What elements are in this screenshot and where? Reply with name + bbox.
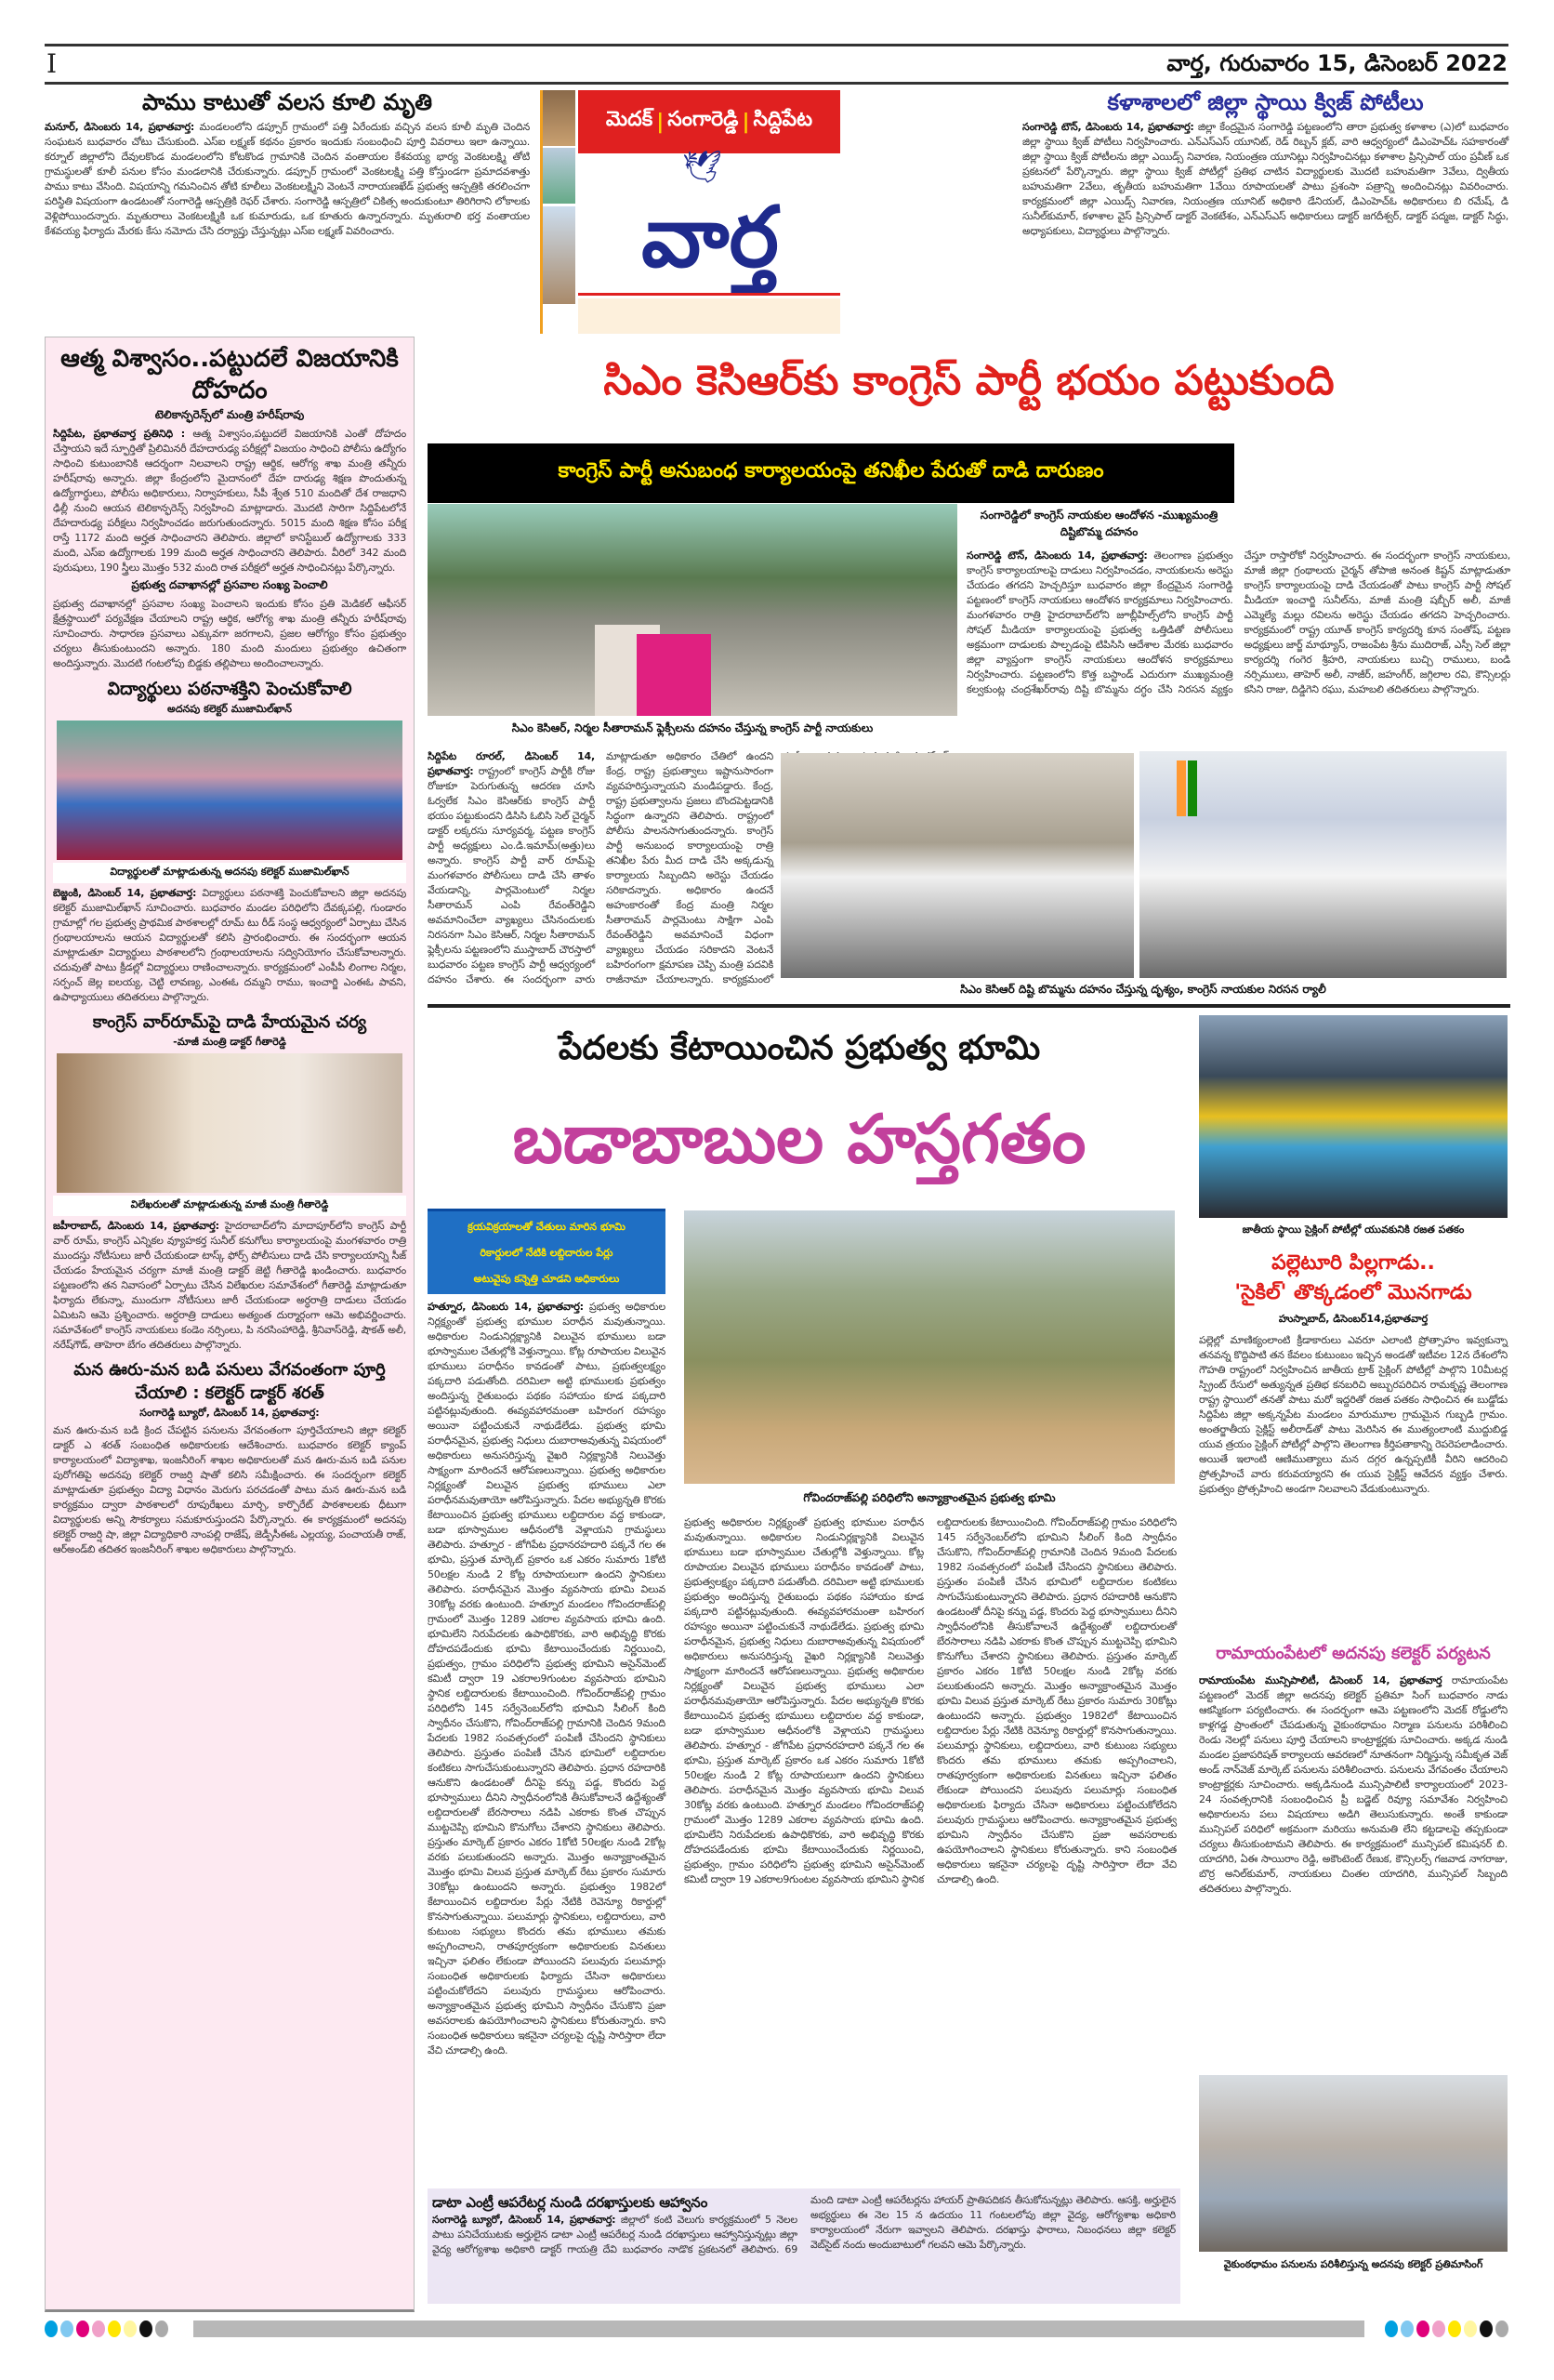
highlight-item: అటువైపు కన్నెత్తి చూడని అధికారులు: [473, 1273, 620, 1285]
photo-caption: సిఎం కెసిఆర్, నిర్మల సీతారామన్ ఫ్లెక్సీలను దహనం చేస్తున్న కాంగ్రెస్ పార్టీ నాయకులు: [511, 721, 874, 734]
article-body-continued: ప్రభుత్వ అధికారుల నిర్లక్ష్యంతో ప్రభుత్వ భూముల పరాధీన మవుతున్నాయి. అధికారుల నిండునిర్లక్ష్యానికి విలువైన భూములు బడా భూస్వాముల చేతుల్లోకి వెళ్తున్నాయి. కోట్ల రూపాయల విలువైన భూములు పరాధీనం కావడంతో పాటు, ప్రభుత్వలక్ష్యం పక్కదారి పడుతోంది. దరిమిలా అట్టి భూములకు ప్రభుత్వం అందిస్తున్న రైతుబంధు పథకం సహాయం కూడ పక్కదారి పట్టినట్లువుతుంది. ఈవ్యవహారమంతా బహిరంగ రహస్యం అయినా పట్టించుకునే నాథుడేలేడు. ప్రభుత్వ భూమి పరాధీనమైన, ప్రభుత్వ నిధులు దుబారాఅవుతున్న విషయంలో అధికారులు అనుసరిస్తున్న వైఖరి నిర్లక్ష్యానికి నిలువెత్తు సాక్ష్యంగా మారిందనే ఆరోపణలున్నాయి. ప్రభుత్వ అధికారుల నిర్లక్ష్యంతో విలువైన ప్రభుత్వ భూములు ఎలా పరాధీనమవుతాయో ఆరోపిస్తున్నారు. పేదల అభ్యున్నతి కొరకు కేటాయించిన ప్రభుత్వ భూములు లబ్దిదారుల వద్ద కాకుండా, బడా భూస్వాముల ఆధీనంలోకి వెళ్లాయని గ్రామస్థులు తెలిపారు. హత్నూర - జోగిపేట ప్రధానరహదారి పక్కనే గల ఈ భూమి, ప్రస్తుత మార్కెట్ ప్రకారం ఒక ఎకరం సుమారు 1కోటి 50లక్షల నుండి 2 కోట్ల రూపాయలుగా ఉందని స్థానికులు తెలిపారు. పరాధీనమైన మొత్తం వ్యవసాయ భూమి విలువ 30కోట్ల వరకు ఉంటుంది. హత్నూర మండలం గోవిందరాజ్‌పల్లి గ్రామంలో మొత్తం 1289 ఎకరాల వ్యవసాయ భూమి ఉంది. భూమిలేని నిరుపేదలకు ఉపాధికొరకు, వారి అభివృద్ధి కొరకు దోహదపడేందుకు భూమి కేటాయించేందుకు నిర్ణయించి, ప్రభుత్వం, గ్రామం పరిధిలోని ప్రభుత్వ భూమిని అసైన్‌మెంట్ కమిటీ ద్వారా 19 ఎకరాల9గుంటల వ్యవసాయ భూమిని స్థానిక లబ్దిదారులకు కేటాయించింది. గోవింద్‌రాజ్‌పల్లి గ్రామం పరిధిలోని 145 సర్వేనెంబర్‌లోని భూమిని సీలింగ్ కింది స్వాధీనం చేసుకొని, గోవింద్‌రాజ్‌పల్లి గ్రామానికి చెందిన 9మంది పేదలకు 1982 సంవత్సరంలో పంపిణీ చేసిందని స్థానికులు తెలిపారు. ప్రస్తుతం పంపిణీ చేసిన భూమిలో లబ్దిదారుల కంటికలు సాగుచేసుకుంటున్నారని తెలిపారు. ప్రధాన రహదారికి ఆనుకొని ఉండటంతో దీనిపై కన్ను పడ్డ, కొందరు పెద్ద భూస్వాములు దీనిని స్వాధీనంలోనికి తీసుకోవాలనే ఉద్దేశ్యంతో లబ్దిదారులతో బేరసారాలు నడిపి ఎకరాకు కొంత చొప్పున ముట్టచెప్పి భూమిని కొనుగోలు చేశారని స్థానికులు తెలిపారు. ప్రస్తుతం మార్కెట్ ప్రకారం ఎకరం 1కోటి 50లక్షల నుండి 2కోట్ల వరకు పలుకుతుందని అన్నారు. మొత్తం అన్యాక్రాంతమైన మొత్తం భూమి విలువ ప్రస్తుత మార్కెట్ రేటు ప్రకారం సుమారు 30కోట్లు ఉంటుందని అన్నారు. ప్రభుత్వం 1982లో కేటాయించిన లబ్దిదారుల పేర్లు నేటికి రెవెన్యూ రికార్డుల్లో కొనసాగుతున్నాయి. పలుమార్లు స్థానికులు, లబ్దిదారులు, వారి కుటుంబ సభ్యులు కొందరు తమ భూములు తమకు అప్పగించాలని, రాతపూర్వకంగా అధికారులకు వినతులు ఇచ్చినా ఫలితం లేకుండా పోయిందని పలువురు పలుమార్లు సంబంధిత అధికారులకు ఫిర్యాదు చేసినా అధికారులు పట్టించుకోలేదని పలువురు గ్రామస్థులు ఆరోపించారు. అన్యాక్రాంతమైన ప్రభుత్వ భూమిని స్వాధీనం చేసుకొని ప్రజా అవసరాలకు ఉపయోగించాలని స్థానికులు కోరుతున్నారు. కాని సంబంధిత అధికారులు ఇకనైనా చర్యలపై దృష్టి సారిస్తారా లేదా వేచి చూడాల్సి ఉంది.: [684, 1516, 1177, 1885]
article-body: ప్రభుత్వ అధికారుల నిర్లక్ష్యంతో ప్రభుత్వ భూముల పరాధీన మవుతున్నాయి. అధికారుల నిండునిర్లక్ష్యానికి విలువైన భూములు బడా భూస్వాముల చేతుల్లోకి వెళ్తున్నాయి. కోట్ల రూపాయల విలువైన భూములు పరాధీనం కావడంతో పాటు, ప్రభుత్వలక్ష్యం పక్కదారి పడుతోంది. దరిమిలా అట్టి భూములకు ప్రభుత్వం అందిస్తున్న రైతుబంధు పథకం సహాయం కూడ పక్కదారి పట్టినట్లువుతుంది. ఈవ్యవహారమంతా బహిరంగ రహస్యం అయినా పట్టించుకునే నాథుడేలేడు. ప్రభుత్వ భూమి పరాధీనమైన, ప్రభుత్వ నిధులు దుబారాఅవుతున్న విషయంలో అధికారులు అనుసరిస్తున్న వైఖరి నిర్లక్ష్యానికి నిలువెత్తు సాక్ష్యంగా మారిందనే ఆరోపణలున్నాయి. ప్రభుత్వ అధికారుల నిర్లక్ష్యంతో విలువైన ప్రభుత్వ భూములు ఎలా పరాధీనమవుతాయో ఆరోపిస్తున్నారు. పేదల అభ్యున్నతి కొరకు కేటాయించిన ప్రభుత్వ భూములు లబ్దిదారుల వద్ద కాకుండా, బడా భూస్వాముల ఆధీనంలోకి వెళ్లాయని గ్రామస్థులు తెలిపారు. హత్నూర - జోగిపేట ప్రధానరహదారి పక్కనే గల ఈ భూమి, ప్రస్తుత మార్కెట్ ప్రకారం ఒక ఎకరం సుమారు 1కోటి 50లక్షల నుండి 2 కోట్ల రూపాయలుగా ఉందని స్థానికులు తెలిపారు. పరాధీనమైన మొత్తం వ్యవసాయ భూమి విలువ 30కోట్ల వరకు ఉంటుంది. హత్నూర మండలం గోవిందరాజ్‌పల్లి గ్రామంలో మొత్తం 1289 ఎకరాల వ్యవసాయ భూమి ఉంది. భూమిలేని నిరుపేదలకు ఉపాధికొరకు, వారి అభివృద్ధి కొరకు దోహదపడేందుకు భూమి కేటాయించేందుకు నిర్ణయించి, ప్రభుత్వం, గ్రామం పరిధిలోని ప్రభుత్వ భూమిని అసైన్‌మెంట్ కమిటీ ద్వారా 19 ఎకరాల9గుంటల వ్యవసాయ భూమిని స్థానిక లబ్దిదారులకు కేటాయించింది. గోవింద్‌రాజ్‌పల్లి గ్రామం పరిధిలోని 145 సర్వేనెంబర్‌లోని భూమిని సీలింగ్ కింది స్వాధీనం చేసుకొని, గోవింద్‌రాజ్‌పల్లి గ్రామానికి చెందిన 9మంది పేదలకు 1982 సంవత్సరంలో పంపిణీ చేసిందని స్థానికులు తెలిపారు. ప్రస్తుతం పంపిణీ చేసిన భూమిలో లబ్దిదారుల కంటికలు సాగుచేసుకుంటున్నారని తెలిపారు. ప్రధాన రహదారికి ఆనుకొని ఉండటంతో దీనిపై కన్ను పడ్డ, కొందరు పెద్ద భూస్వాములు దీనిని స్వాధీనంలోనికి తీసుకోవాలనే ఉద్దేశ్యంతో లబ్దిదారులతో బేరసారాలు నడిపి ఎకరాకు కొంత చొప్పున ముట్టచెప్పి భూమిని కొనుగోలు చేశారని స్థానికులు తెలిపారు. ప్రస్తుతం మార్కెట్ ప్రకారం ఎకరం 1కోటి 50లక్షల నుండి 2కోట్ల వరకు పలుకుతుందని అన్నారు. మొత్తం అన్యాక్రాంతమైన మొత్తం భూమి విలువ ప్రస్తుత మార్కెట్ రేటు ప్రకారం సుమారు 30కోట్లు ఉంటుందని అన్నారు. ప్రభుత్వం 1982లో కేటాయించిన లబ్దిదారుల పేర్లు నేటికి రెవెన్యూ రికార్డుల్లో కొనసాగుతున్నాయి. పలుమార్లు స్థానికులు, లబ్దిదారులు, వారి కుటుంబ సభ్యులు కొందరు తమ భూములు తమకు అప్పగించాలని, రాతపూర్వకంగా అధికారులకు వినతులు ఇచ్చినా ఫలితం లేకుండా పోయిందని పలువురు పలుమార్లు సంబంధిత అధికారులకు ఫిర్యాదు చేసినా అధికారులు పట్టించుకోలేదని పలువురు గ్రామస్థులు ఆరోపించారు. అన్యాక్రాంతమైన ప్రభుత్వ భూమిని స్వాధీనం చేసుకొని ప్రజా అవసరాలకు ఉపయోగించాలని స్థానికులు కోరుతున్నారు. కాని సంబంధిత అధికారులు ఇకనైనా చర్యలపై దృష్టి సారిస్తారా లేదా వేచి చూడాల్సి ఉంది.: [428, 1301, 665, 2056]
region-siddipet: సిద్దిపేట: [753, 108, 813, 131]
highlight-item: రికార్డులలో నేటికి లబ్దిదారుల పేర్లు: [480, 1247, 613, 1259]
region-medak: మెదక్: [605, 108, 653, 131]
headline: కాంగ్రెస్ వార్‌రూమ్‌పై దాడి హేయమైన చర్య: [92, 1012, 367, 1032]
article-body: రామాయంపేట పట్టణంలో మెదక్ జిల్లా అదనపు కలెక్టర్ ప్రతిమా సింగ్ బుధవారం నాడు ఆకస్మికంగా పర్యటించారు. ఈ సందర్భంగా ఆమె పట్టణంలోని మెదక్ రోడ్డులోని కాళ్లగడ్డ ప్రాంతంలో చేపడుతున్న వైకుంఠధామం నిర్మాణ పనులను పరిశీలించి రెండు నెలల్లో పనులు పూర్తి చేయాలని కాంట్రాక్టర్లకు సూచించారు. అక్కడ నుండి మండల ప్రజాపరిషత్ కార్యాలయ ఆవరణలో నూతనంగా నిర్మిస్తున్న సమీకృత వెజ్ అండ్ నాన్‌వెజ్ మార్కెట్ పనులను పరిశీలించారు. పనులను వేగవంతం చేయాలని కాంట్రాక్టర్లకు సూచించారు. అక్కడినుండి మున్సిపాలిటీ కార్యాలయంలో 2023-24 సంవత్సరానికి సంబంధించిన ప్రీ బడ్జెట్ రివ్యూ సమావేశం నిర్వహించి అధికారులను పలు విషయాలు అడిగి తెలుసుకున్నారు. అంతే కాకుండా మున్సిపల్ పరిధిలో అక్రమంగా మరియు అనుమతి లేని కట్టడాలపై తప్పకుండా చర్యలు తీసుకుంటామని తెలిపారు. ఈ కార్యక్రమంలో మున్సిపల్ కమిషనర్ బి. యాదగిరి, ఏఈ సాయిరాం రెడ్డి, అకౌంటెంట్ రేణుక, కౌన్సిలర్స్ గజవాడ నాగరాజు, బొర్ర అనిల్‌కుమార్, నాయకులు చింతల యాదగిరి, మున్సిపల్ సిబ్బంది తదితరులు పాల్గొన్నారు.: [1199, 1674, 1508, 1895]
dateline: మనూర్, డిసెంబరు 14, ప్రభాతవార్త:: [45, 121, 195, 133]
article-body: మండలంలోని డప్పూర్ గ్రామంలో పత్తి ఏరేందుకు వచ్చిన వలస కూలీ మృతి చెందిన సంఘటన బుధవారం చోటు చేసుకుంది. ఎస్ఐ లక్ష్మణ్ కథనం ప్రకారం ఇందుకు సంబంధించి పూర్తి వివరాలు ఇలా ఉన్నాయి. కర్నూల్ జిల్లాలోని దేవులకొండ మండలంలోని కోటకొండ గ్రామానికి చెందిన వంతాయల కేశవయ్య భార్య వెంకటలక్ష్మి తోటి గ్రామస్థులతో కూలీ పనుల కోసం మండలానికి చేరుకున్నారు. డప్పూర్ గ్రామంలో వెంకటలక్ష్మి పత్తి కోస్తుండగా ప్రమాదవశాత్తు పాము కాటు వేసింది. విషయాన్ని గమనించిన తోటి కూలీలు వెంకటలక్ష్మిని వెంటనే నారాయణఖేడ్ ప్రభుత్వ ఆస్పత్రికి తరలించగా పరిస్థితి విషయంగా ఉండటంతో సంగారెడ్డి ఆస్పత్రికి రెఫర్ చేశారు. సంగారెడ్డి ఆస్పత్రిలో చికిత్స అందుకుంటూ తిరిగిరాని లోకాలకు వెళ్లిపోయిందన్నారు. మృతురాలు వెంకటలక్ష్మికి ఒక కుమారుడు, ఒక కూతురు ఉన్నారన్నారు. మృతురాలి భర్త వంతాయల కేశవయ్య ఫిర్యాదు మేరకు కేసు నమోదు చేసి దర్యాప్తు చేస్తున్నట్లు ఎస్ఐ లక్ష్మణ్ వివరించారు.: [45, 121, 531, 237]
church-photo: [543, 206, 575, 304]
photo-caption: జాతీయ స్థాయి సైక్లింగ్ పోటీల్లో యువకునికి రజత పతకం: [1242, 1223, 1465, 1236]
dateline: రామాయంపేట మున్సిపాలిటీ, డిసెంబర్ 14, ప్రభాతవార్త: [1199, 1674, 1442, 1686]
header-rule: [45, 82, 1508, 85]
article-body: జిల్లాలో కంటి వెలుగు కార్యక్రమంలో 5 నెలల పాటు పనిచేయుటకు అర్హులైన డాటా ఎంట్రీ ఆపరేటర్ల నుండి దరఖాస్తులు ఆహ్వానిస్తున్నట్లు జిల్లా వైద్య ఆరోగ్యశాఖ అధికారి డాక్టర్ గాయత్రి దేవి బుధవారం నాడొక ప్రకటనలో తెలిపారు. 69 మంది డాటా ఎంట్రీ ఆపరేటర్లను హాయర్ ప్రాతిపదికన తీసుకోనున్నట్లు తెలిపారు. ఆసక్తి, అర్హులైన అభ్యర్థులు ఈ నెల 15 న ఉదయం 11 గంటలలోపు జిల్లా వైద్య, ఆరోగ్యశాఖ అధికారి కార్యాలయంలో నేరుగా ఇవ్వాలని తెలిపారు. దరఖాస్తు ఫారాలు, నిబంధనలు జిల్లా కలెక్టర్ వెబ్‌సైట్ నందు అందుబాటులో గలవని ఆమె పేర్కొన్నారు.: [432, 2194, 1176, 2255]
cycling-title-2: 'సైకిల్' తొక్కడంలో మొనగాడు: [1234, 1281, 1472, 1304]
encroached-land-photo: [684, 1210, 1175, 1484]
photo-caption: సిఎం కెసిఆర్ దిష్టి బొమ్మను దహనం చేస్తున్న దృశ్యం, కాంగ్రెస్ నాయకుల నిరసన ర్యాలీ: [960, 983, 1326, 996]
cycling-title: పల్లెటూరి పిల్లగాడు..: [1271, 1251, 1435, 1275]
cycling-body: పల్లెల్లో మాణిక్యంలాంటి క్రీడాకారులు ఎవరూ ఎలాంటి ప్రోత్సాహం ఇవ్వకున్నా తనవన్న కొద్దిపాటి తన కేవలం కుటుంబం ఇచ్చిన అండతో ఇటీవల 12న దేశంలోని గౌహతి రాష్ట్రంలో నిర్వహించిన జాతీయ ట్రాక్ సైక్లింగ్ పోటీల్లో పాల్గొని 10మీటర్ల స్ప్రింట్ రేసులో అత్యున్నత ప్రతిభ కనబరిచి అబ్బురపరిచిన రామకృష్ణ తెలంగాణ రాష్ట్ర స్థాయిలో తనతో పాటు మరో ఇద్దరితో రజత పతకం సాధించిన ఈ బుడ్డోడు సిద్దిపేట జిల్లా అక్కన్నపేట మండలం మారుమూల గ్రామమైన గుబ్బడి గ్రామం. అంతర్జాతీయ సైక్లిస్ట్ అలీరాడ్‌తో పాటు మెరిసిన ఈ ముత్యంలాంటి ముద్దుబిడ్డ యువ త్రయం సైక్లింగ్ పోటీల్లో పాల్గొని తెలంగాణ కీర్తిపతాకాన్ని రెపరెపలాడించారు. అయితే ఇలాంటి ఆణిముత్యాలు మన దగ్గర ఉన్నప్పటికీ వీరిని ఆదరించి ప్రోత్సహించే వారు కరువయ్యారని ఈ యువ సైక్లిస్ట్ ఆవేదన వ్యక్తం చేశారు. ప్రభుత్వం ప్రోత్సహించి అండగా నిలవాలని వేడుకుంటున్నారు.: [1199, 1334, 1508, 1495]
siddipet-body: [428, 749, 773, 1000]
color-registration-bar: [45, 2319, 1508, 2339]
article-body: జిల్లా కేంద్రమైన సంగారెడ్డి పట్టణంలోని తారా ప్రభుత్వ కళాశాల (ఎ)లో బుధవారం జిల్లా స్థాయి క్విజ్ పోటీలు నిర్వహించారు. ఎన్ఎస్ఎస్ యూనిట్, రెడ్ రిబ్బన్ క్లబ్, వారి ఆధ్వర్యంలో డిఎంహెచ్ఓ సహకారంతో జిల్లా స్థాయి క్విజ్ పోటీలను జిల్లా ఎయిడ్స్ నివారణ, నియంత్రణ యూనిట్లు నిర్వహించినట్లు కళాశాల ప్రిన్సిపాల్ యం ప్రవీణ్ ఒక ప్రకటనలో పేర్కొన్నారు. జిల్లా స్థాయి క్విజ్ పోటీల్లో ప్రతిభ చాటిన విద్యార్థులకు మొదటి బహుమతిగా 3వేలు, ద్వితీయ బహుమతిగా 2వేలు, తృతీయ బహుమతిగా 1వేయి రూపాయలతో పాటు ప్రశంసా పత్రాన్ని అందించినట్లు వివరించారు. కార్యక్రమంలో జిల్లా ఎయిడ్స్ నివారణ, నియంత్రణ యూనిట్ అధికారి డేనియల్, డిఎంహెచ్ఓ అధికారులు బి రమేష్, డి సునీల్‌కుమార్, కళాశాల వైస్ ప్రిన్సిపాల్ డాక్టర్ వెంకటేశం, ఎన్ఎస్ఎస్ అధికారులు డాక్టర్ జగదీశ్వర్, డాక్టర్ పద్మజ, డాక్టర్ సిద్ధు, అధ్యాపకులు, విద్యార్థులు పాల్గొన్నారు.: [1022, 121, 1508, 237]
photo-caption: వైకుంఠధామం పనులను పరిశీలిస్తున్న అదనపు కలెక్టర్ ప్రతిమాసింగ్: [1223, 2258, 1483, 2270]
headline: విద్యార్థులు పఠనాశక్తిని పెంచుకోవాలి: [107, 679, 352, 699]
land-kicker: పేదలకు కేటాయించిన ప్రభుత్వ భూమి: [558, 1029, 1041, 1067]
dateline: హుస్నాబాద్, డిసెంబర్14,ప్రభాతవార్త: [1278, 1313, 1429, 1325]
top-rule: [45, 44, 1508, 46]
subheadline: ప్రభుత్వ దవాఖానల్లో ప్రసవాల సంఖ్య పెంచాలి: [131, 578, 328, 591]
headline: కళాశాలలో జిల్లా స్థాయి క్విజ్ పోటీలు: [1107, 89, 1424, 115]
dateline: బెజ్జంకి, డిసెంబర్ 14, ప్రభాతవార్త:: [53, 887, 197, 899]
headline: డాటా ఎంట్రీ ఆపరేటర్ల నుండి దరఖాస్తులకు ఆహ్వానం: [432, 2194, 708, 2211]
color-dots-right: [1385, 2320, 1508, 2337]
dateline: సిద్దిపేట, ప్రభాతవార్త ప్రతినిధి :: [53, 428, 185, 440]
headline: మన ఊరు-మన బడి పనులు వేగవంతంగా పూర్తి చేయాలి : కలెక్టర్ డాక్టర్ శరత్: [73, 1360, 386, 1403]
article-body: రాష్ట్రంలో కాంగ్రెస్ పార్టీకి రోజు రోజుకూ పెరుగుతున్న ఆదరణ చూసి ఓర్వలేక సిఎం కెసిఆర్‌కు కాంగ్రెస్ పార్టీ భయం పట్టుకుందని డిసిసి ఓబిసి సెల్ చైర్మన్ డాక్టర్ లక్కరసు సూర్యవర్మ, పట్టణ కాంగ్రెస్ పార్టీ అధ్యక్షులు ఎం.డి.ఇమామ్(అత్తు)లు అన్నారు. కాంగ్రెస్ పార్టీ వార్ రూమ్‌పై మంగళవారం పోలీసులు దాడి చేసి తాళం వేయడాన్ని, పార్లమెంటులో నిర్మల సీతారామన్ ఎంపి రేవంత్‌రెడ్డిని అవమానించేలా వ్యాఖ్యలు చేసినందులకు నిరసనగా సిఎం కెసిఆర్, నిర్మల సీతారామన్ ఫ్లెక్సీలను పట్టణంలోని ముస్తాబాద్ చౌరస్తాలో బుధవారం పట్టణ కాంగ్రెస్ పార్టీ ఆధ్వర్యంలో దహనం చేశారు. ఈ సందర్భంగా వారు మాట్లాడుతూ అధికారం చేతిలో ఉందని కేంద్ర, రాష్ట్ర ప్రభుత్వాలు ఇష్టానుసారంగా వ్యవహరిస్తున్నాయని మండిపడ్డారు. కేంద్ర, రాష్ట్ర ప్రభుత్వాలను ప్రజలు బొందపెట్టడానికి సిద్ధంగా ఉన్నారని తెలిపారు. రాష్ట్రంలో పోలీసు పాలనసాగుతుందన్నారు. కాంగ్రెస్ పార్టీ అనుబంధ కార్యాలయంపై రాత్రి తనిఖీల పేరు మీద దాడి చేసి అక్కడున్న కార్యాలయ సిబ్బందిని అరెస్టు చేయడం సరికాదన్నారు. అధికారం ఉందనే అహంకారంతో కేంద్ర మంత్రి నిర్మల సీతారామన్ పార్లమెంటు సాక్షిగా ఎంపి రేవంత్‌రెడ్డిని అవమానించే విధంగా వ్యాఖ్యలు చేయడం సరికాదని వెంటనే బహిరంగంగా క్షమాపణ చెప్పి మంత్రి పదవికి రాజీనామా చేయాలన్నారు. కార్యక్రమంలో: [428, 750, 773, 985]
data-entry-article: [428, 2188, 1180, 2304]
lead-banner: కాంగ్రెస్ పార్టీ అనుబంధ కార్యాలయంపై తనిఖీల పేరుతో దాడి దారుణం: [428, 443, 1234, 503]
headline: ఆత్మ విశ్వాసం..పట్టుదలే విజయానికి దోహదం: [60, 345, 399, 404]
section-divider: [428, 1004, 1510, 1008]
dateline: సిద్దిపేట రూరల్, డిసెంబర్ 14, ప్రభాతవార్త:: [428, 750, 595, 777]
article-body: విద్యార్థులు పఠనాశక్తి పెంచుకోవాలని జిల్లా అదనపు కలెక్టర్ ముజామిల్‌ఖాన్ సూచించారు. బుధవారం మండల పరిధిలోని దేవక్కపల్లి, గుండారం గ్రామాల్లో గల ప్రభుత్వ ప్రాథమిక పాఠశాలల్లో రూమ్ టు రీడ్ సంస్థ ఆధ్వర్యంలో ఏర్పాటు చేసిన గ్రంథాలయాలను ఆయన విద్యార్థులతో కలిసి ప్రారంభించారు. ఈ సందర్భంగా ఆయన మాట్లాడుతూ విద్యార్థులు పాఠశాలలోని గ్రంథాలయాలను సద్వినియోగం చేసుకోవాలన్నారు. చదువుతో పాటు క్రీడల్లో విద్యార్థులు రాణించాలన్నారు. కార్యక్రమంలో ఎంపీపీ లింగాల నిర్మల, సర్పంచ్ జెల్ల ఐలయ్య, చెట్టి లావణ్య, ఎంఈఓ దమ్మని రాము, ఇంచార్జి ఎంఈఓ పావని, ఉపాధ్యాయులు తదితరులు పాల్గొన్నారు.: [53, 887, 406, 1003]
flexi-burning-photo: [428, 504, 957, 716]
article-body: హైదరాబాద్‌లోని మాదాపూర్‌లోని కాంగ్రెస్ పార్టీ వార్ రూమ్, కాంగ్రెస్ ఎన్నికల వ్యూహకర్త సునీల్ కనుగోలు కార్యాలయంపై మంగళవారం రాత్రి ముందస్తు నోటీసులు జారీ చేయకుండా టాస్క్ ఫోర్స్ పోలీసులు దాడి చేసి కార్యాలయాన్ని సీజ్ చేయడం హేయమైన చర్యగా మాజీ మంత్రి డాక్టర్ జెట్టి గీతారెడ్డి ఖండించారు. బుధవారం పట్టణంలోని తన నివాసంలో ఏర్పాటు చేసిన విలేఖరుల సమావేశంలో గీతారెడ్డి మాట్లాడుతూ ఫిర్యాదు లేకున్నా, ముందుగా నోటీసులు జారీ చేయకుండా అర్ధరాత్రి దాడులు చేయడం ఏమిటని ఆమె ప్రశ్నించారు. అర్ధరాత్రి దాడులు అత్యంత దుర్మార్గంగా ఆమె అభివర్ణించారు. సమావేశంలో కాంగ్రెస్ నాయకులు కండెం నర్సింలు, పి నరసింహారెడ్డి, శ్రీనివాస్‌రెడ్డి, షౌకత్ అలీ, నరేష్‌గౌడ్, తాహెరా బేగం తదితరులు పాల్గొన్నారు.: [53, 1220, 406, 1351]
color-dots-left: [45, 2320, 168, 2337]
fountain-photo: [543, 148, 575, 204]
quiz-article: [1022, 87, 1508, 335]
subheadline: -మాజీ మంత్రి డాక్టర్ గీతారెడ్డి: [173, 1036, 286, 1048]
photo-caption: గోవిందరాజ్‌పల్లి పరిధిలోని అన్యాక్రాంతమైన ప్రభుత్వ భూమి: [803, 1491, 1056, 1504]
region-sangareddy: సంగారెడ్డి: [667, 108, 739, 131]
page-marker: I: [46, 48, 58, 79]
cyclists-photo: [1199, 1015, 1508, 1218]
article-body: తెలంగాణ ప్రభుత్వం కాంగ్రెస్ కార్యాలయాలపై దాడులు నిర్వహించడం, నాయకులను అరెస్టు చేయడం తగదని హెచ్చరిస్తూ బుధవారం జిల్లా కేంద్రమైన సంగారెడ్డి పట్టణంలో కాంగ్రెస్ నాయకులు ఆందోళన కార్యక్రమాలు నిర్వహించారు. మంగళవారం రాత్రి హైదరాబాద్‌లోని జూబ్లీహిల్స్‌లోని కాంగ్రెస్ పార్టీ సోషల్ మీడియా కార్యాలయంపై ప్రభుత్వ ఒత్తిడితో పోలీసులు అక్రమంగా దాడులకు పాల్పడంపై టిపిసిసి ఆదేశాల మేరకు బుధవారం జిల్లా వ్యాప్తంగా కాంగ్రెస్ నాయకులు ఆందోళన కార్యక్రమాలు నిర్వహించారు. పట్టణంలోని కొత్త బస్టాండ్ ఎదురుగా ముఖ్యమంత్రి కల్వకుంట్ల చంద్రశేఖర్‌రావు దిష్టి బొమ్మను దగ్ధం చేసి నిరసన వ్యక్తం చేస్తూ రాస్తారోకో నిర్వహించారు. ఈ సందర్భంగా కాంగ్రెస్ నాయకులు, మాజీ జిల్లా గ్రంథాలయ చైర్మన్ తోపాజి అనంత కిష్టన్ మాట్లాడుతూ కాంగ్రెస్ కార్యాలయంపై దాడి చేయడంతో పాటు కాంగ్రెస్ పార్టీ సోషల్ మీడియా ఇంచార్జి సునీల్‌ను, మాజీ మంత్రి షబ్బీర్ అలీ, మాజీ ఎమ్మెల్యే మల్లు రవిలను అరెస్టు చేయడం తగదని హెచ్చరించారు. కార్యక్రమంలో రాష్ట్ర యూత్ కాంగ్రెస్ కార్యదర్శి కూన సంతోష్, పట్టణ అధ్యక్షులు జార్జ్ మాథ్యూస్, రాజంపేట శ్రీను ముదిరాజ్, ఎస్సీ సెల్ జిల్లా కార్యదర్శి గంగెర శ్రీహరి, నాయకులు బుచ్చి రాములు, బండి నర్సిములు, తాహెర్ అలీ, నాజీర్, జహంగీర్, జగ్గిలాల రవి, కౌన్సిలర్లు కసిని రాజు, దిడ్డిగెని రఘు, మహబలి తదితరులు పాల్గొన్నారు.: [967, 549, 1510, 695]
region-banner: మెదక్ | సంగారెడ్డి | సిద్దిపేట: [578, 90, 840, 153]
snake-article: [45, 87, 530, 333]
dateline: సంగారెడ్డి టౌన్, డిసెంబరు 14, ప్రభాతవార్త:: [967, 549, 1148, 562]
photo-caption: విలేఖరులతో మాట్లాడుతున్న మాజీ మంత్రి గీతారెడ్డి: [53, 1196, 406, 1216]
left-sidebar: [45, 337, 415, 2312]
protest-rally-photo: [1139, 751, 1507, 978]
article-body: ఆత్మ విశ్వాసం,పట్టుదలే విజయానికి ఎంతో దోహదం చేస్తాయని ఇదే స్ఫూర్తితో ప్రిలిమినరీ దేహదారుఢ్య పరీక్షల్లో విజయం సాధించి పోలీసు ఉద్యోగం సాధించి కుటుంబానికి ఆదర్శంగా నిలవాలని రాష్ట్ర ఆర్థిక, ఆరోగ్య శాఖ మంత్రి తన్నీరు హరీష్‌రావు అన్నారు. జిల్లా కేంద్రంలోని మైదానంలో దేహ దారుఢ్య శిక్షణ పొందుతున్న ఉద్యోగార్థులు, పోలీసు అధికారులు, నిర్వాహకులు, సీపీ శ్వేత 510 మందితో దేశ రాజధాని ఢిల్లీ నుంచి ఆయన టెలికాన్ఫరెన్స్ నిర్వహించి మాట్లాడారు. మొదటి సారిగా సిద్దిపేటలోనే దేహదారుఢ్య పరీక్షలు నిర్వహించడం జరుగుతుందన్నారు. 5015 మంది శిక్షణ కోసం పరీక్ష రాస్తే 1172 మంది అర్హత సాధించారని తెలిపారు. జిల్లాలో కానిస్టేబుల్ ఉద్యోగాలకు 333 మంది, ఎస్ఐ ఉద్యోగాలకు 199 మంది అర్హత సాధించారని తెలిపారు. వీరిలో 342 మంది పురుషులు, 190 స్త్రీలు మొత్తం 532 మంది రాత పరీక్షలో అర్హత సాధించినట్లు పేర్కొన్నారు.: [53, 428, 407, 574]
site-inspection-photo: [1199, 2075, 1508, 2252]
dateline: సంగారెడ్డి టౌన్, డిసెంబరు 14, ప్రభాతవార్త:: [1022, 121, 1194, 133]
masthead-date: వార్త, గురువారం 15, డిసెంబర్ 2022: [1166, 50, 1508, 76]
highlight-item: క్రయవిక్రయాలతో చేతులు మారిన భూమి: [468, 1221, 626, 1233]
photo-caption: విద్యార్థులతో మాట్లాడుతున్న అదనపు కలెక్టర్ ముజామిల్‌ఖాన్: [53, 863, 406, 883]
press-meet-photo: [57, 1053, 402, 1193]
effigy-burning-photo: [781, 753, 1134, 978]
land-body-cols: [684, 1515, 1177, 2177]
subheadline: టెలికాన్ఫరెన్స్‌లో మంత్రి హరీష్‌రావు: [154, 408, 305, 421]
land-body-col1: [428, 1300, 665, 2177]
ramayampet-body: [1199, 1673, 1508, 2068]
land-headline: బడాబాబుల హస్తగతం: [512, 1100, 1086, 1178]
ramayampet-title: రామాయంపేటలో అదనపు కలెక్టర్ పర్యటన: [1216, 1644, 1491, 1663]
dateline: హత్నూర, డిసెంబరు 14, ప్రభాతవార్త:: [428, 1301, 584, 1313]
article-body: మన ఊరు-మన బడి క్రింద చేపట్టిన పనులను వేగవంతంగా పూర్తిచేయాలని జిల్లా కలెక్టర్ డాక్టర్ ఎ శరత్ సంబంధిత అధికారులకు ఆదేశించారు. బుధవారం కలెక్టర్ క్యాంప్ కార్యాలయంలో విద్యాశాఖ, ఇంజనీరింగ్ శాఖల అధికారులతో మన ఊరు-మన బడి పనుల పురోగతిపై అదనపు కలెక్టర్ రాజర్షి షాతో కలిసి సమీక్షించారు. ఈ సందర్భంగా కలెక్టర్ మాట్లాడుతూ ప్రభుత్వం విద్యా విధానం మెరుగు పరచడంతో పాటు మన ఊరు-మన బడి కార్యక్రమం ద్వారా పాఠశాలలో రూపురేఖలు మార్చి, కార్పొరేట్ పాఠశాలలకు ధీటుగా విద్యార్థులకు అన్ని సౌకర్యాలు సమకూరుస్తుందని పేర్కొన్నారు. ఈ కార్యక్రమంలో అదనపు కలెక్టర్ రాజర్షి షా, జిల్లా విద్యాధికారి నాంపల్లి రాజేష్, జెడ్పీసీఈఓ ఎల్లయ్య, పంచాయతీ రాజ్, ఆర్అండ్‌బి తదితర ఇంజనీరింగ్ శాఖల అధికారులు పాల్గొన్నారు.: [53, 1424, 406, 1555]
logo-block: [540, 90, 837, 334]
headline: పాము కాటుతో వలస కూలి మృతి: [141, 89, 433, 115]
library-photo: [57, 721, 402, 860]
dateline: జహీరాబాద్, డిసెంబరు 14, ప్రభాతవార్త:: [53, 1220, 219, 1232]
dateline: సంగారెడ్డి బ్యూరో, డిసెంబర్ 14, ప్రభాతవార్త:: [432, 2214, 616, 2226]
highlights-box: [428, 1209, 665, 1294]
article-body: ప్రభుత్వ దవాఖానల్లో ప్రసవాల సంఖ్య పెంచాలని ఇందుకు కోసం ప్రతి మెడికల్ ఆఫీసర్ క్షేత్రస్థాయిలో పర్యవేక్షణ చేయాలని రాష్ట్ర ఆర్థిక, ఆరోగ్య శాఖ మంత్రి తన్నీరు హరీష్‌రావు సూచించారు. సాధారణ ప్రసవాలు ఎక్కువగా జరగాలని, ప్రజల ఆరోగ్యం కోసం ప్రభుత్వం చర్యలు తీసుకుంటుందని అన్నారు. 180 మంది మందులు ప్రభుత్వం ఉచితంగా అందిస్తున్నారు. మొదటి గంటలోపు బిడ్డకు తల్లిపాలు అందించాలన్నారు.: [53, 598, 407, 669]
subheadline: అదనపు కలెక్టర్ ముజామిల్‌ఖాన్: [167, 703, 292, 715]
brand-logo: వార్త: [641, 189, 779, 286]
sangareddy-body: [967, 549, 1510, 742]
dateline: సంగారెడ్డి బ్యూరో, డిసెంబర్ 14, ప్రభాతవార్త:: [139, 1407, 320, 1419]
dove-icon: 🕊: [682, 149, 723, 186]
temple-photo: [543, 90, 575, 146]
sangareddy-article: [967, 507, 1231, 540]
lead-headline: సిఎం కెసిఆర్‌కు కాంగ్రెస్ పార్టీ భయం పట్టుకుంది: [603, 357, 1335, 404]
subheadline: సంగారెడ్డిలో కాంగ్రెస్ నాయకుల ఆందోళన -ముఖ్యమంత్రి దిష్టిబొమ్మ దహనం: [980, 509, 1218, 538]
